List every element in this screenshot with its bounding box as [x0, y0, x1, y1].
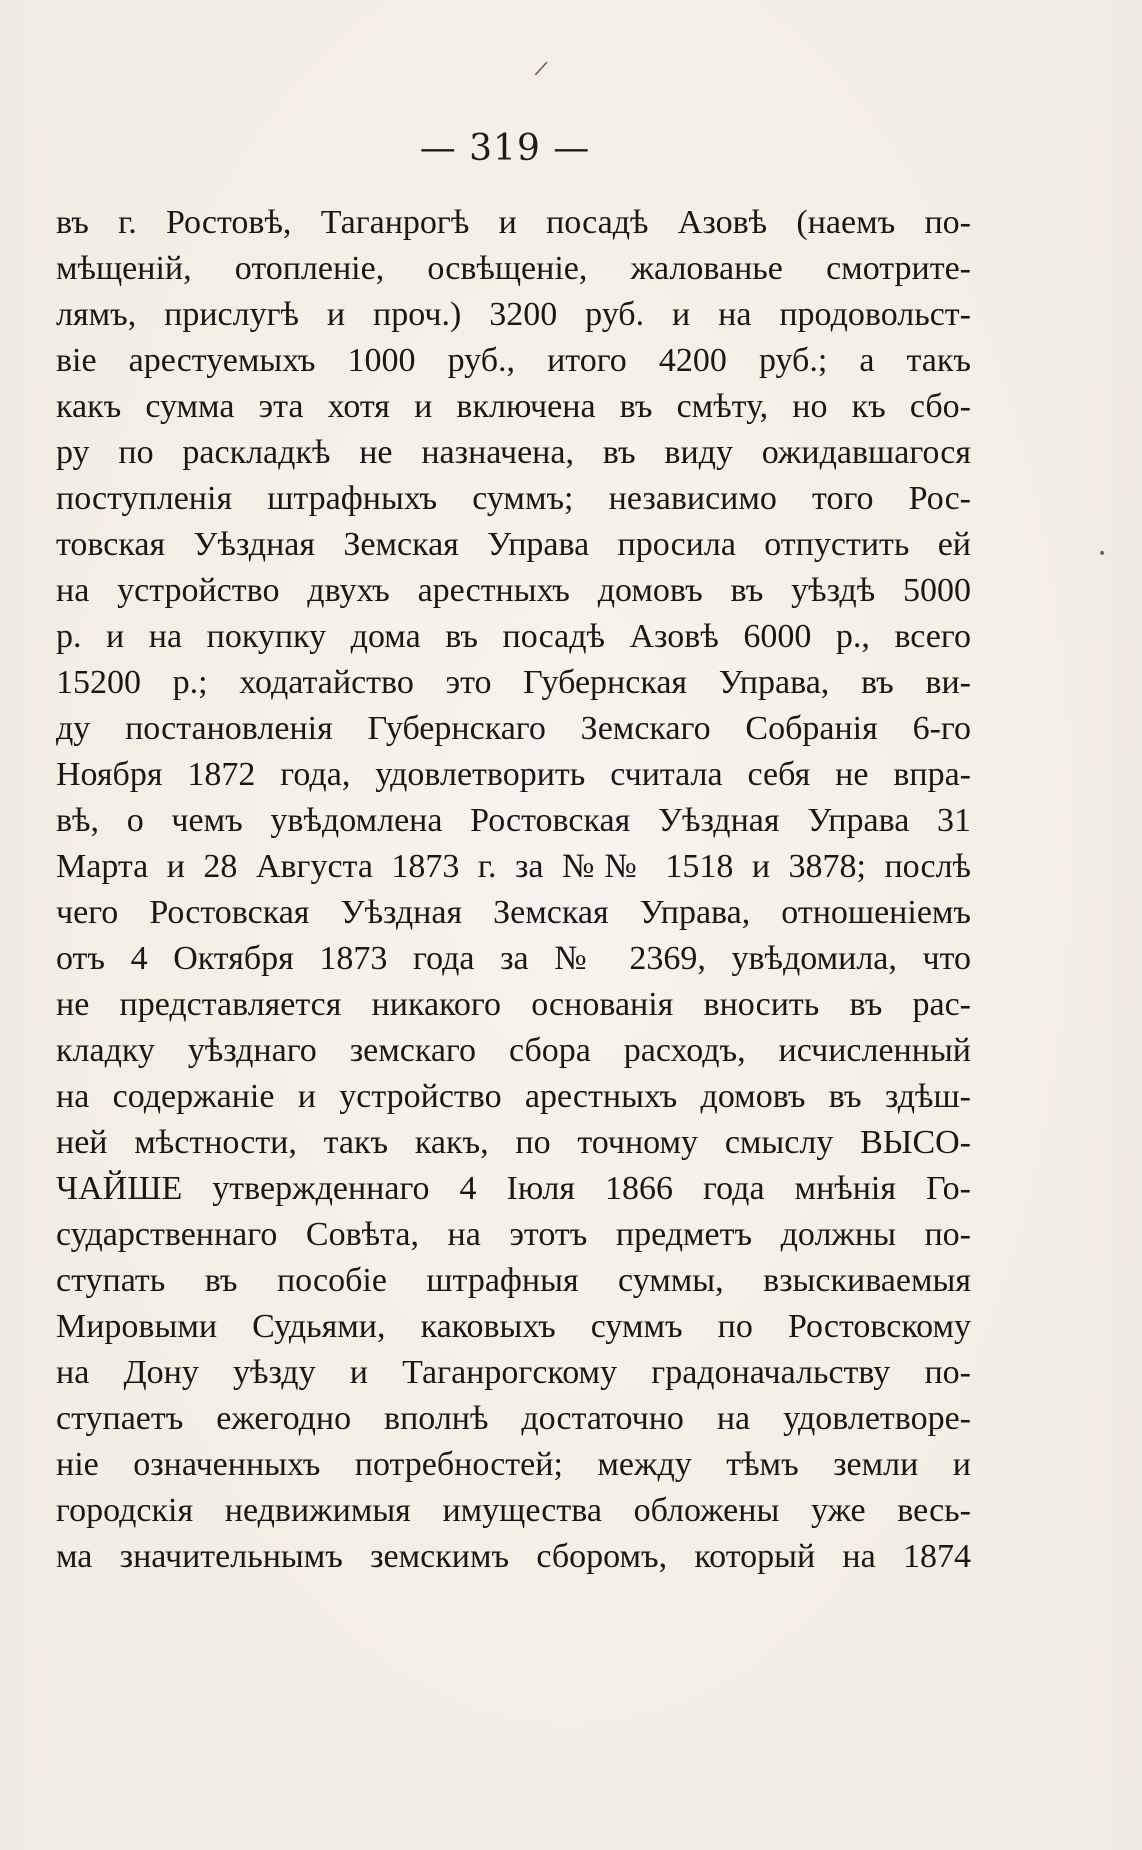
text-line: Мировыми Судьями, каковыхъ суммъ по Ростовскому — [56, 1308, 971, 1345]
stray-mark: / — [533, 55, 550, 81]
text-line: р. и на покупку дома въ посадѣ Азовѣ 6000 р., всего — [56, 618, 971, 655]
stray-mark: • — [1098, 546, 1107, 562]
text-line: Ноября 1872 года, удовлетворить считала себя не впра- — [56, 756, 971, 793]
text-line: городскія недвижимыя имущества обложены уже весь- — [56, 1492, 971, 1529]
body-text — [56, 200, 971, 1580]
text-line: ніе означенныхъ потребностей; между тѣмъ земли и — [56, 1446, 971, 1483]
text-line: вѣ, о чемъ увѣдомлена Ростовская Уѣздная Управа 31 — [56, 802, 971, 839]
text-line: ру по раскладкѣ не назначена, въ виду ожидавшагося — [56, 434, 971, 471]
page-number: — 319 — — [419, 128, 591, 169]
text-line: мѣщеній, отопленіе, освѣщеніе, жалованье смотрите- — [56, 250, 971, 287]
text-line: ма значительнымъ земскимъ сборомъ, который на 1874 — [56, 1538, 971, 1575]
text-line: ду постановленія Губернскаго Земскаго Собранія 6-го — [56, 710, 971, 747]
text-line: ступать въ пособіе штрафныя суммы, взыскиваемыя — [56, 1262, 971, 1299]
text-line: отъ 4 Октября 1873 года за № 2369, увѣдомила, что — [56, 940, 971, 977]
text-line: лямъ, прислугѣ и проч.) 3200 руб. и на продовольст- — [56, 296, 971, 333]
text-line: товская Уѣздная Земская Управа просила отпустить ей — [56, 526, 971, 563]
text-line: поступленія штрафныхъ суммъ; независимо того Рос- — [56, 480, 971, 517]
text-line: не представляется никакого основанія вносить въ рас- — [56, 986, 971, 1023]
text-line: сударственнаго Совѣта, на этотъ предметъ должны по- — [56, 1216, 971, 1253]
text-line: 15200 р.; ходатайство это Губернская Управа, въ ви- — [56, 664, 971, 701]
text-line: чего Ростовская Уѣздная Земская Управа, отношеніемъ — [56, 894, 971, 931]
text-line: въ г. Ростовѣ, Таганрогѣ и посадѣ Азовѣ (наемъ по- — [56, 204, 971, 241]
text-line: ней мѣстности, такъ какъ, по точному смыслу ВЫСО- — [56, 1124, 971, 1161]
text-line: Марта и 28 Августа 1873 г. за №№ 1518 и 3878; послѣ — [56, 848, 971, 885]
text-line: віе арестуемыхъ 1000 руб., итого 4200 руб.; а такъ — [56, 342, 971, 379]
text-line: ступаетъ ежегодно вполнѣ достаточно на удовлетворе- — [56, 1400, 971, 1437]
text-line: на Дону уѣзду и Таганрогскому градоначальству по- — [56, 1354, 971, 1391]
text-line: на устройство двухъ арестныхъ домовъ въ уѣздѣ 5000 — [56, 572, 971, 609]
text-line: ЧАЙШЕ утвержденнаго 4 Іюля 1866 года мнѣнія Го- — [56, 1170, 971, 1207]
text-line: на содержаніе и устройство арестныхъ домовъ въ здѣш- — [56, 1078, 971, 1115]
text-line: кладку уѣзднаго земскаго сбора расходъ, исчисленный — [56, 1032, 971, 1069]
text-line: какъ сумма эта хотя и включена въ смѣту, но къ сбо- — [56, 388, 971, 425]
